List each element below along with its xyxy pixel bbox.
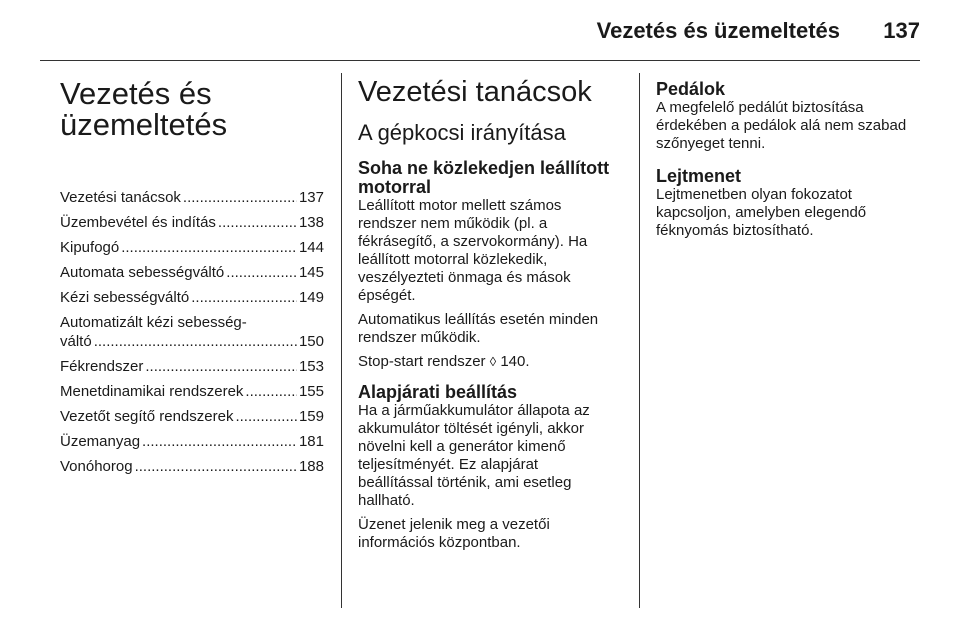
toc-label: Üzemanyag <box>60 433 141 450</box>
section-subtitle: A gépkocsi irányítása <box>358 120 566 145</box>
heading-pedals: Pedálok <box>656 79 726 99</box>
table-of-contents <box>60 188 324 476</box>
toc-label: Kipufogó <box>60 239 120 256</box>
toc-label: Fékrendszer <box>60 358 144 375</box>
text-line: rendszer működik. <box>358 329 481 346</box>
heading-idle-adjust: Alapjárati beállítás <box>358 382 518 402</box>
heading-downhill: Lejtmenet <box>656 166 742 186</box>
toc-leader <box>94 332 297 351</box>
text-line: teljesítményét. Ez alapjárat <box>358 456 539 473</box>
toc-item[interactable] <box>60 288 324 307</box>
chapter-title-line1: Vezetés és <box>60 76 212 111</box>
text-line: Lejtmenetben olyan fokozatot <box>656 186 852 203</box>
toc-item[interactable] <box>60 313 324 351</box>
text-line: A megfelelő pedálút biztosítása <box>656 99 864 116</box>
toc-label: Automata sebességváltó <box>60 264 225 281</box>
toc-label-line1: Automatizált kézi sebesség- <box>60 314 247 331</box>
toc-page: 138 <box>298 214 324 231</box>
toc-page: 137 <box>298 189 324 206</box>
toc-page: 188 <box>298 458 324 475</box>
running-header-title: Vezetés és üzemeltetés <box>596 18 840 43</box>
page-reference-arrow-icon: ◊ <box>489 354 497 369</box>
text-line: féknyomás biztosítható. <box>656 222 814 239</box>
paragraph-downhill <box>656 186 922 240</box>
text-line: növelni kell a generátor kimenő <box>358 438 566 455</box>
toc-leader <box>135 457 297 476</box>
toc-item[interactable] <box>60 213 324 232</box>
toc-page: 144 <box>298 239 324 256</box>
text-line: Stop-start rendszer <box>358 353 486 370</box>
chapter-column <box>60 72 324 482</box>
text-line: beállítással történik, ami esetleg <box>358 474 572 491</box>
heading-stopped-engine <box>358 159 620 197</box>
paragraph-stopped-engine <box>358 197 620 305</box>
text-line: hallható. <box>358 492 415 509</box>
page-reference[interactable]: 140. <box>500 353 530 370</box>
toc-label: Kézi sebességváltó <box>60 289 190 306</box>
text-line: szőnyeget tenni. <box>656 135 766 152</box>
toc-page: 145 <box>298 264 324 281</box>
column-divider-1 <box>341 73 342 608</box>
chapter-title <box>60 78 324 140</box>
toc-leader <box>121 238 297 257</box>
toc-leader <box>235 407 297 426</box>
toc-leader <box>218 213 297 232</box>
header-rule <box>40 60 920 61</box>
text-line: Üzenet jelenik meg a vezetői <box>358 516 550 533</box>
chapter-title-line2: üzemeltetés <box>60 107 228 142</box>
toc-leader <box>226 263 297 282</box>
text-line: kapcsoljon, amelyben elegendő <box>656 204 867 221</box>
text-line: Leállított motor mellett számos <box>358 197 562 214</box>
toc-page: 159 <box>298 408 324 425</box>
toc-item[interactable] <box>60 432 324 451</box>
text-line: leállított motorral közlekedik, <box>358 251 548 268</box>
toc-label-line2: váltó <box>60 333 92 350</box>
text-line: érdekében a pedálok alá nem szabad <box>656 117 907 134</box>
heading-line1: Soha ne közlekedjen leállított <box>358 158 610 178</box>
text-line: Ha a járműakkumulátor állapota az <box>358 402 590 419</box>
paragraph-pedals <box>656 99 922 153</box>
toc-leader <box>145 357 297 376</box>
heading-line2: motorral <box>358 177 432 197</box>
toc-item[interactable] <box>60 238 324 257</box>
toc-page: 149 <box>298 289 324 306</box>
toc-page: 155 <box>298 383 324 400</box>
page-header <box>0 18 960 48</box>
toc-leader <box>191 288 297 307</box>
toc-leader <box>142 432 297 451</box>
paragraph-autostop <box>358 311 620 347</box>
toc-item[interactable] <box>60 188 324 207</box>
toc-label: Vonóhorog <box>60 458 133 475</box>
toc-page: 150 <box>298 333 324 350</box>
toc-label: Vezetési tanácsok <box>60 189 181 206</box>
toc-label: Üzembevétel és indítás <box>60 214 216 231</box>
toc-item[interactable] <box>60 263 324 282</box>
paragraph-message <box>358 516 620 552</box>
text-line: információs központban. <box>358 534 521 551</box>
toc-page: 181 <box>298 433 324 450</box>
toc-label: Vezetőt segítő rendszerek <box>60 408 234 425</box>
text-line: rendszer nem működik (pl. a <box>358 215 548 232</box>
text-line: Automatikus leállítás esetén minden <box>358 311 599 328</box>
toc-item[interactable] <box>60 382 324 401</box>
text-line: fékrásegítő, a szervokormány). Ha <box>358 233 588 250</box>
toc-leader <box>245 382 297 401</box>
toc-item[interactable] <box>60 407 324 426</box>
column-divider-2 <box>639 73 640 608</box>
text-line: épségét. <box>358 287 416 304</box>
toc-label: Menetdinamikai rendszerek <box>60 383 244 400</box>
paragraph-idle-adjust <box>358 402 620 510</box>
toc-item[interactable] <box>60 357 324 376</box>
text-line: akkumulátor töltését igényli, akkor <box>358 420 584 437</box>
toc-page: 153 <box>298 358 324 375</box>
section-title: Vezetési tanácsok <box>358 76 592 108</box>
continuation-column <box>656 72 922 246</box>
section-column <box>358 72 620 558</box>
toc-leader <box>183 188 297 207</box>
toc-item[interactable] <box>60 457 324 476</box>
text-line: veszélyezteti önmaga és mások <box>358 269 571 286</box>
page-number: 137 <box>883 18 920 43</box>
paragraph-stop-start-ref <box>358 353 620 371</box>
